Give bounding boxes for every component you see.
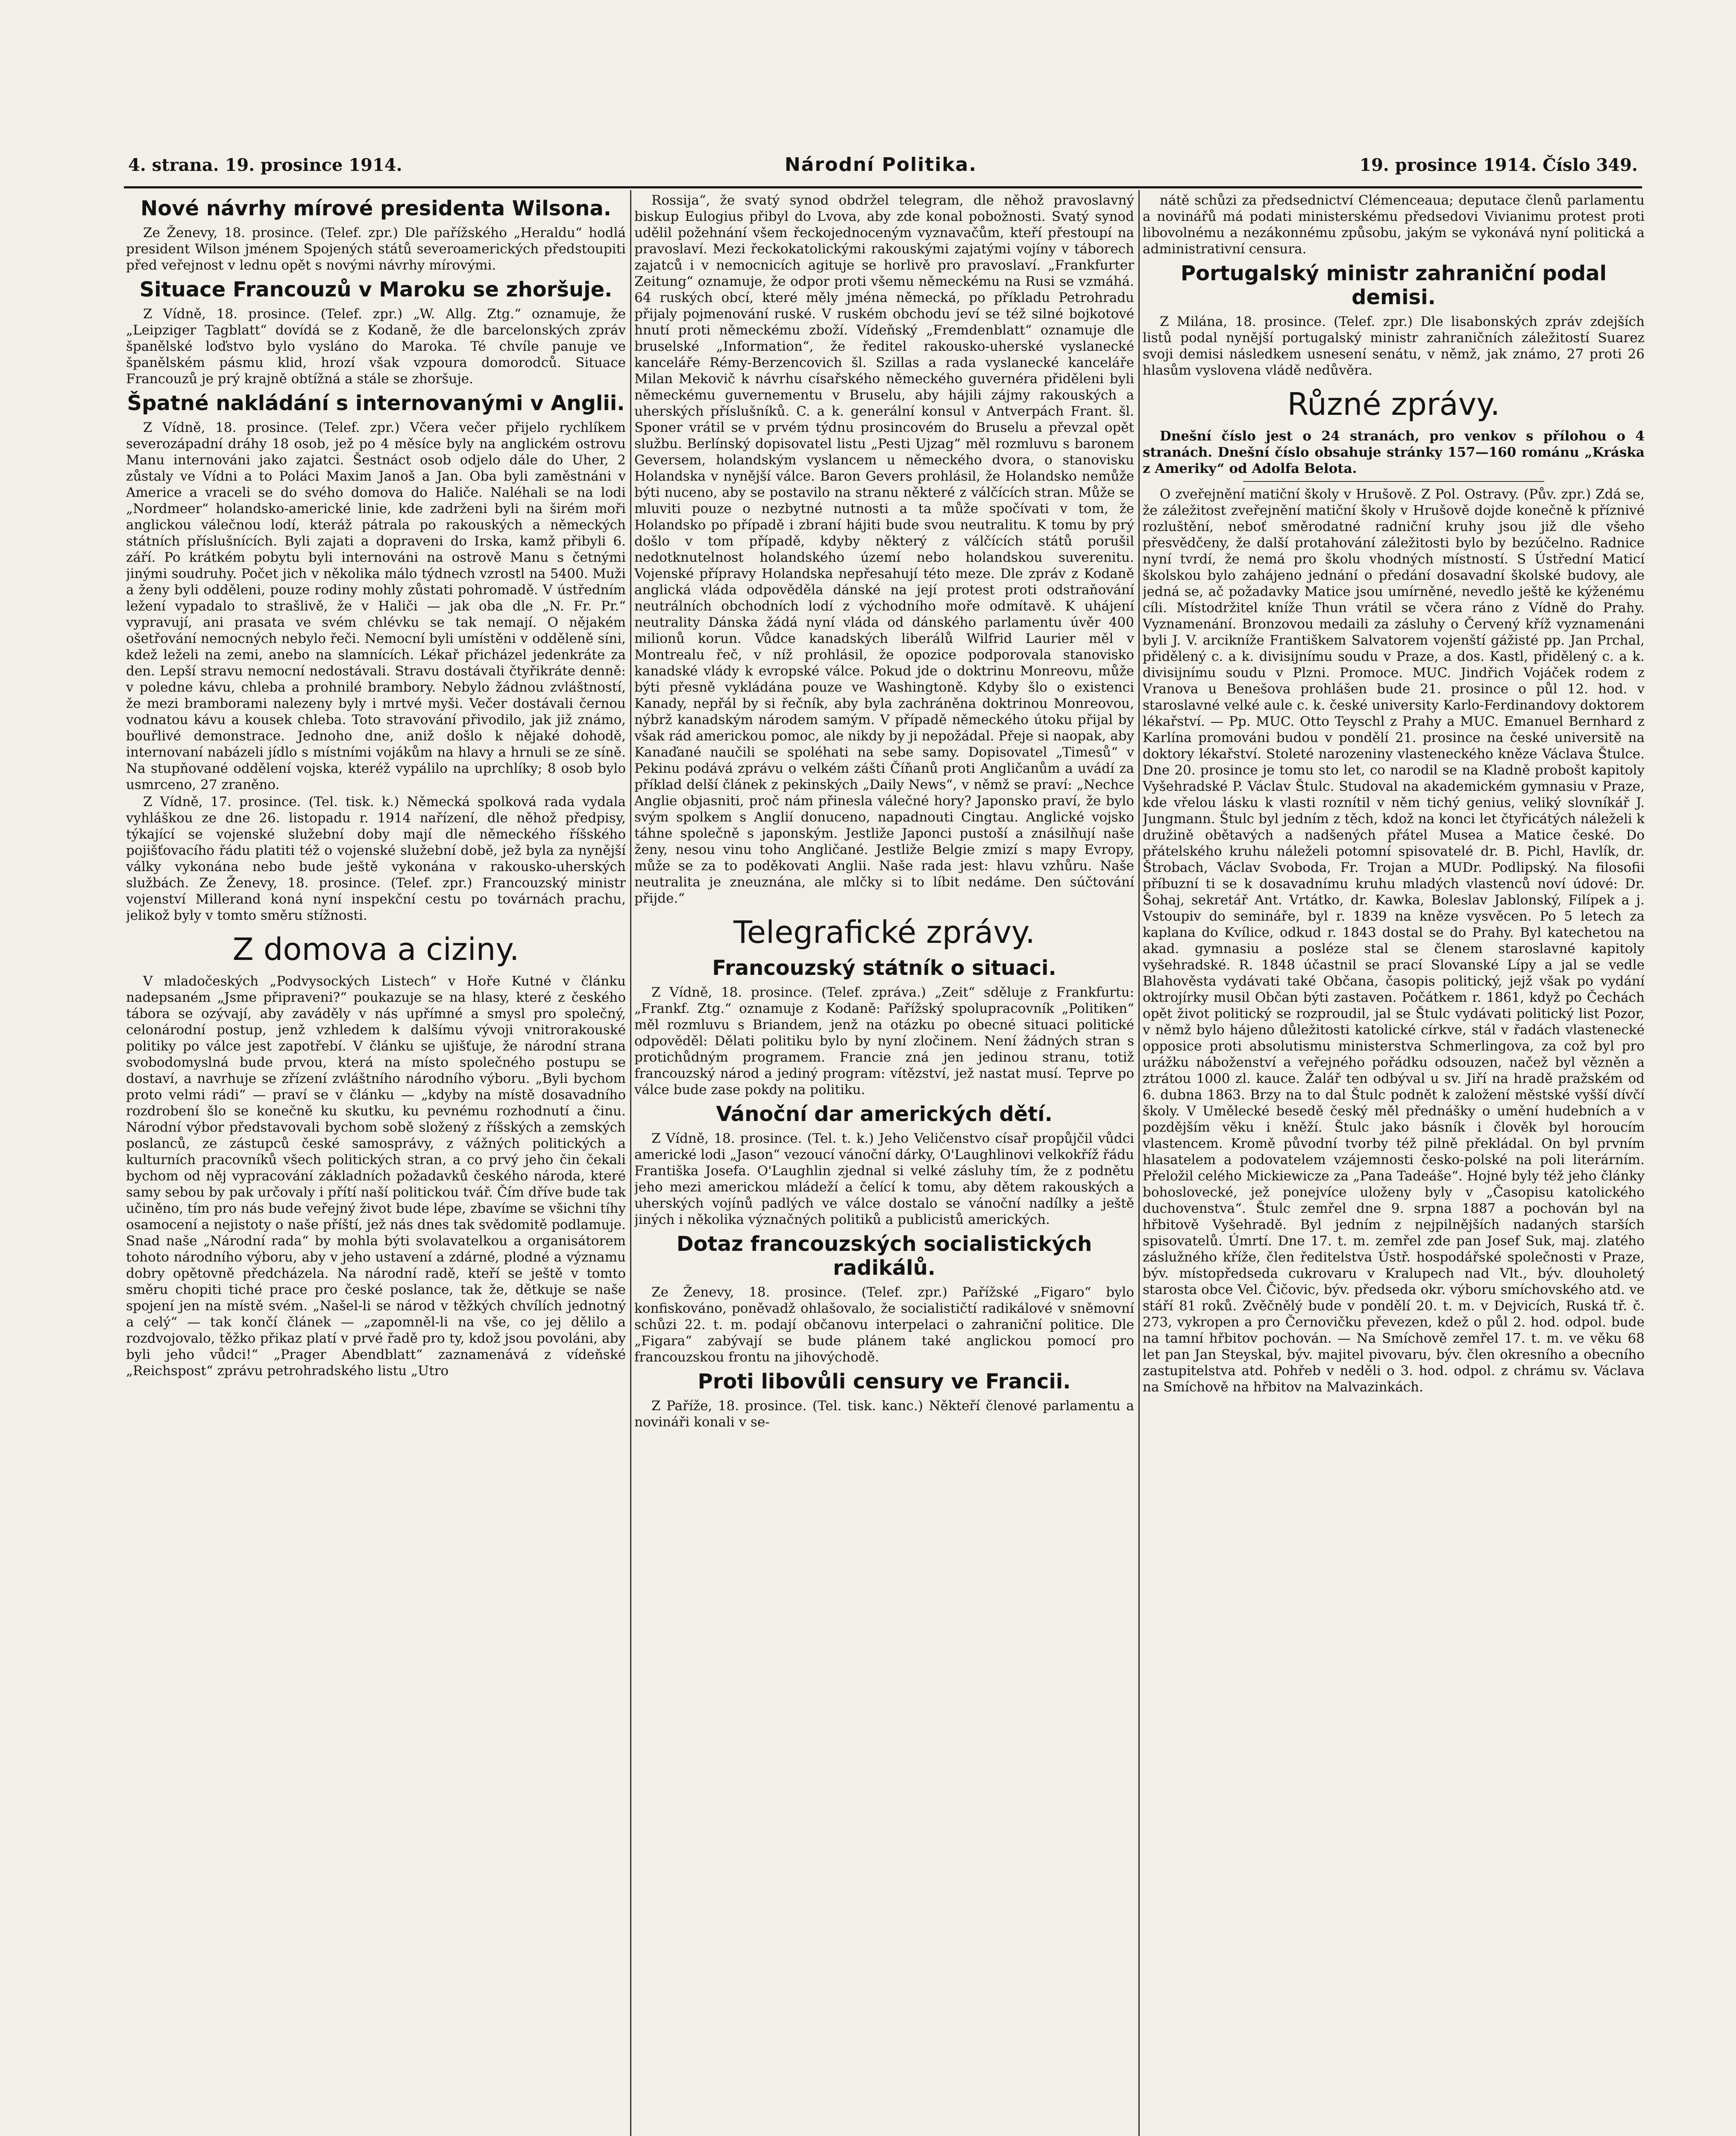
column-3 — [1143, 192, 1645, 2136]
article-title: Portugalský ministr zahraniční podal demisi. — [1180, 261, 1607, 309]
article-title: Situace Francouzů v Maroku se zhoršuje. — [139, 278, 613, 302]
article-maroko — [126, 278, 626, 387]
page-header — [128, 154, 1638, 184]
article-censura — [634, 1370, 1134, 1430]
article-rossija — [634, 192, 1134, 907]
article-dotaz — [634, 1232, 1134, 1365]
article-body: Z Vídně, 18. prosince. (Tel. t. k.) Jeho Veličenstvo císař propůjčil vůdci americké lodi „Jason“ vezoucí vánoční dárky, O'Laughlinovi velkokříž řádu Františka Josefa. O'Laughlin zjednal si velké zásluhy tím, že z podnětu jeho mezi americkou mládeží a čelící k tomu, aby dětem rakouských a uherských vojínů padlých ve válce dostalo se vánoční nadílky a ještě jiných i několika význačných politiků a publicistů amerických. — [634, 1131, 1134, 1227]
section-title: Z domova a ciziny. — [232, 931, 519, 967]
header-rule — [124, 186, 1642, 188]
article-body: O zveřejnění matiční školy v Hrušově. Z Pol. Ostravy. (Pův. zpr.) Zdá se, že záležitost zveřejnění matiční školy v Hrušově dojde konečně k příznivé rozluštění, neboť směrodatné radniční kruhy jsou již dle všeho přesvědčeny, že další protahování záležitosti bylo by bezúčelno. Radnice nyní tvrdí, že nemá pro školu vhodných místností. S Ústřední Maticí školskou bylo zahájeno jednání o předání dosavadní školské budovy, ale jedná se, ač požadavky Matice jsou umírněné, nevedlo ještě ke kýženému cíli. Místodržitel kníže Thun vrátil se včera ráno z Vídně do Prahy. Vyznamenání. Bronzovou medaili za zásluhy o Červený kříž vyznamenáni byli J. V. arcikníže Františkem Salvatorem vojenští gážisté pp. Jan Prchal, přidělený c. a k. divisijnímu soudu v Praze, a dos. Kastl, přidělený c. a k. divisijnímu soudu v Plzni. Promoce. MUC. Jindřich Vojáček rodem z Vranova u Benešova prohlášen bude 21. prosince o půl 12. hod. v staroslavné velké aule c. k. české university Karlo-Ferdinandovy doktorem lékařství. — Pp. MUC. Otto Teyschl z Prahy a MUC. Emanuel Bernhard z Karlína promováni budou v pondělí 21. prosince na české universitě na doktory lékařství. Stoleté narozeniny vlasteneckého kněze Václava Štulce. Dne 20. prosince je tomu sto let, co narodil se na Kladně probošt kapitoly Vyšehradské P. Václav Štulc. Studoval na akademickém gymnasiu v Praze, kde vřelou lásku k vlasti roznítil v něm tichý genius, veliký slovníkář J. Jungmann. Štulc byl jedním z těch, kdož na konci let čtyřicátých náleželi k družině obětavých a nadšených přátel Musea a Matice české. Do přátelského kruhu náleželi potomní spisovatelé dr. B. Pichl, Havlík, dr. Štrobach, Václav Svoboda, Fr. Trojan a MUDr. Podlipský. Na filosofii příbuzní ti se k dosavadnímu kruhu mladých vlastenců noví údové: Dr. Šohaj, sekretář Ant. Vrtátko, dr. Kawka, Boleslav Jablonský, Filípek a j. Vstoupiv do semináře, byl r. 1839 na kněze vysvěcen. Po 5 letech za kaplana do Kvílice, odkud r. 1843 dostal se do Prahy. Byl katechetou na akad. gymnasiu a posléze stal se členem staroslavné kapitoly vyšehradské. R. 1848 účastnil se prací Slovanské Lípy a jal se vedle Blahověsta vydávati také Občana, časopis politický, jejž však po vydání oktrojírky musil Občan býti zastaven. Počátkem r. 1861, když po Čechách opět život politický se rozproudil, jal se Štulc vydávati politický list Pozor, v němž bylo hájeno důležitosti katolické církve, stál v řadách vlastenecké opposice proti absolutismu ministerstva Schmerlingova, za což byl pro urážku náboženství a veřejného pořádku odsouzen, načež byl vězněn a ztrátou 1000 zl. kauce. Žalář ten odbýval u sv. Jiří na hradě pražském od 6. dubna 1863. Brzy na to dal Štulc podnět k založení městské vyšší dívčí školy. V Umělecké besedě český měl přednášky o umění hudebních a v pozdějším věku i kněží. Štulc jako básník i člověk byl horoucím vlastencem. Kromě původní tvorby též pilně překládal. On byl prvním hlasatelem a podovatelem vzájemnosti česko-polské na poli literárním. Přeložil celého Mickiewicze za „Pana Tadeáše“. Hojné byly též jeho články bohoslovecké, jež ponejvíce uloženy byly v „Časopisu katolického duchovenstva“. Štulc zemřel dne 9. srpna 1887 a pochován byl na hřbitově Vyšehradě. Byl jedním z nejpilnějších nadaných starších spisovatelů. Úmrtí. Dne 17. t. m. zemřel zde pan Josef Suk, maj. zlatého záslužného kříže, člen ředitelstva Ústř. hospodářské společnosti v Praze, býv. místopředseda cukrovaru v Kralupech nad Vlt., býv. dlouholetý starosta obce Vel. Čičovic, býv. předseda okr. výboru smíchovského atd. ve stáří 81 roků. Zvěčnělý bude v pondělí 20. t. m. v Dejvicích, Ruská tř. č. 273, vykropen a pro Černovičku převezen, kdež o půl 2. hod. odpol. bude na tamní hřbitov pochován. — Na Smíchově zemřel 17. t. m. ve věku 68 let pan Jan Steyskal, býv. majitel pivovaru, býv. člen okresního a obecního zastupitelstva atd. Pohřeb v neděli o 3. hod. odpol. z chrámu sv. Václava na Smíchově na hřbitov na Malvazinkách. — [1143, 487, 1645, 1395]
article-portugalsky — [1143, 261, 1645, 378]
article-body: Rossija“, že svatý synod obdržel telegram, dle něhož pravoslavný biskup Eulogius přibyl do Lvova, aby zde konal pobožnosti. Svatý synod udělil požehnání všem řeckojednoceným vyznavačům, kteří přestoupí na pravoslaví. Mezi řeckokatolickými rakouskými zajatými vojíny v táborech zajatců i v nemocnicích agituje se horlivě pro pravoslaví. „Frankfurter Zeitung“ oznamuje, že odpor proti všemu německému na Rusi se vzmáhá. 64 ruských obcí, které měly jména německá, po příkladu Petrohradu přijaly pojmenování ruské. V ruském obchodu jeví se též silné bojkotové hnutí proti německému zboží. Vídeňský „Fremdenblatt“ oznamuje dle bruselské „Information“, že ředitel rakousko-uherské vyslanecké kanceláře Rémy-Berzencovich šl. Szillas a rada vyslanecké kanceláře Milan Mekovič k návrhu císařského německého guvernéra přiděleni byli německému guvernementu v Bruselu, aby hájili zájmy rakouských a uherských příslušníků. C. a k. generální konsul v Antverpách Frant. šl. Sponer vrátil se v prvém týdnu prosincovém do Bruselu a převzal opět službu. Berlínský dopisovatel listu „Pesti Ujzag“ měl rozmluvu s baronem Geversem, holandským vyslancem u německého dvora, o stanovisku Holandska v nynější válce. Baron Gevers prohlásil, že Holandsko nemůže býti nuceno, aby se postavilo na stranu některé z válčících stran. Může se mluviti pouze o nezbytné nutnosti a ta může spočívati v tom, že Holandsko po případě i zbraní hájiti bude svou neutralitu. K tomu by prý došlo v tom případě, kdyby některý z válčících států porušil nedotknutelnost holandského území nebo holandskou suverenitu. Vojenské přípravy Holandska nepřesahují této meze. Dle zpráv z Kodaně anglická vláda odpověděla dánské na její protest proti odstraňování neutrálních obchodních lodí z východního moře odmítavě. K uhájení neutrality Dánska žádá nyní vláda od dánského parlamentu úvěr 400 milionů korun. Vůdce kanadských liberálů Wilfrid Laurier měl v Montrealu řeč, v níž prohlásil, že opozice podporovala stanovisko kanadské vlády k evropské válce. Pokud jde o doktrinu Monreovu, může býti přesně vykládána pouze ve Washingtoně. Kdyby šlo o existenci Kanady, nepřál by si řečník, aby byla zachráněna doktrinou Monreovou, nýbrž kanadským národem samým. V případě německého útoku přijal by však rád americkou pomoc, ale nikdy by ji nepožádal. Přeje si naopak, aby Kanaďané naučili se spoléhati na sebe samy. Dopisovatel „Timesů“ v Pekinu podává zprávu o velkém zášti Číňanů proti Angličanům a uvádí za příklad delší článek z pekinských „Daily News“, v němž se praví: „Nechce Anglie objasniti, proč nám přinesla válečné hory? Japonsko praví, že bylo svým spolkem s Anglií donuceno, napadnouti Cingtau. Anglické vojsko táhne společně s japonským. Jestliže Japonci pustoší a znásilňují naše ženy, nesou vinu toho Angličané. Jestliže Belgie zmizí s mapy Evropy, může se za to poděkovati Anglii. Naše rada jest: hlavu vzhůru. Naše neutralita je zneuznána, ale mlčky si to líbit nedáme. Den súčtování přijde.“ — [634, 193, 1134, 906]
article-clemenceau — [1143, 192, 1645, 257]
article-ruzne — [1143, 386, 1645, 1395]
article-body: V mladočeských „Podvysockých Listech“ v Hoře Kutné v článku nadepsaném „Jsme připraveni?“ poukazuje se na hlasy, které z českého tábora se ozývají, aby zaváděly v nás upřímné a smysl pro společný, celonárodní postup, jenž vzhledem k dalšímu vývoji vnitrorakouské politiky po válce jest zapotřebí. V článku se ujišťuje, že národní strana svobodomyslná bude prvou, která na místo společného postupu se dostaví, a navrhuje se zřízení zvláštního národního výboru. „Byli bychom proto velmi rádi“ — praví se v článku — „kdyby na místě dosavadního rozdrobení šlo se konečně ku skutku, ku pevnému rozhodnutí a činu. Národní výbor představovali bychom sobě složený z říšských a zemských poslanců, ze zástupců české samosprávy, z vážných politických a kulturních pracovníků všech politických stran, a co prvý jeho čin čekali bychom od něj vypracování základních požadavků českého národa, které samy sebou by pak určovaly i přítí naší politickou tvář. Čím dříve bude tak učiněno, tím pro nás bude veřejný život bude lépe, zbavíme se všichni tíhy osamocení a nejistoty o naše příští, jež nás dnes tak svědomitě podlamuje. Snad naše „Národní rada“ by mohla býti svolavatelkou a organisátorem tohoto národního výboru, aby v jeho ustavení a zdárné, plodné a významu dobry opětovně předcházela. Na národní radě, kteří se ještě v tomto směru chopiti tiché prace pro české poslance, tak že, dětkuje se naše spojení jen na místě svém. „Našel-li se národ v těžkých chvílích jednotný a celý“ — tak končí článek — „zapomněl-li na vše, co jej dělilo a rozdvojovalo, těžko přikaz platí v prvé řadě pro ty, kdož jsou povoláni, aby byli jeho vůdci!“ „Prager Abendblatt“ zaznamenává z vídeňské „Reichspost“ zprávu petrohradského listu „Utro — [126, 974, 626, 1379]
article-title: Francouzský státník o situaci. — [712, 956, 1056, 980]
article-body: Z Paříže, 18. prosince. (Tel. tisk. kanc.) Někteří členové parlamentu a novináři konali v se- — [634, 1398, 1134, 1430]
column-2 — [634, 192, 1134, 2136]
article-z-domova — [126, 931, 626, 1379]
article-body: Ze Ženevy, 18. prosince. (Telef. zpr.) Pařížské „Figaro“ bylo konfiskováno, poněvadž ohlašovalo, že socialističtí radikálové v sněmovní schůzi 22. t. m. podají občanovu interpelaci o zahraniční politice. Dle „Figara“ zabývají se bude plánem také anglickou pomocí pro francouzskou frontu na jihovýchodě. — [634, 1285, 1134, 1365]
article-spolkova-rada — [126, 794, 626, 924]
article-title: Dotaz francouzských socialistických radikálů. — [676, 1232, 1092, 1280]
article-internovani — [126, 391, 626, 793]
section-title: Různé zprávy. — [1287, 386, 1500, 422]
article-telegraficke — [634, 914, 1134, 1098]
section-title: Telegrafické zprávy. — [733, 914, 1035, 950]
header-left: 4. strana. 19. prosince 1914. — [128, 155, 402, 175]
header-right: 19. prosince 1914. Číslo 349. — [1359, 155, 1638, 175]
article-title: Proti libovůli censury ve Francii. — [698, 1370, 1071, 1394]
article-vanocni-dar — [634, 1102, 1134, 1228]
article-title: Špatné nakládání s internovanými v Anglii. — [127, 391, 625, 415]
article-body: Ze Ženevy, 18. prosince. (Telef. zpr.) Dle pařížského „Heraldu“ hodlá president Wilson jménem Spojených států severoamerických předstoupiti před veřejnost v lednu opět s novými návrhy mírovými. — [126, 225, 626, 273]
article-body: Z Vídně, 18. prosince. (Telef. zpráva.) „Zeit“ sděluje z Frankfurtu: „Frankf. Ztg.“ oznamuje z Kodaně: Pařížský spolupracovník „Politiken“ měl rozmluvu s Briandem, jenž na otázku po obecné situaci politické odpověděl: Dělati politiku bylo by nyní zločinem. Není žádných stran s protichůdným programem. Francie zná jen jedinou stranu, totiž francouzský národ a jediný program: vítězství, jež nastat musí. Teprve po válce bude zase pokdy na politiku. — [634, 985, 1134, 1097]
article-wilson — [126, 197, 626, 273]
article-body: Z Vídně, 18. prosince. (Telef. zpr.) „W. Allg. Ztg.“ oznamuje, že „Leipziger Tagblatt“ dovídá se z Kodaně, že dle barcelonských zpráv španělské loďstvo bylo vysláno do Maroka. Té chvíle panuje ve španělském pásmu klid, hrozí však vzpoura domorodců. Situace Francouzů je prý krajně obtížná a stále se zhoršuje. — [126, 306, 626, 387]
article-body: Z Milána, 18. prosince. (Telef. zpr.) Dle lisabonských zpráv zdejších listů podal nynější portugalský ministr zahraničních záležitostí Suarez svoji demisi následkem usnesení senátu, v němž, jak známo, 27 proti 26 hlasům vyslovena vládě nedůvěra. — [1143, 314, 1645, 378]
masthead: Národní Politika. — [784, 154, 977, 176]
article-body: nátě schůzi za předsednictví Clémenceaua; deputace členů parlamentu a novinářů má podati ministerskému předsedovi Vivianimu protest proti libovolnému a nezákonnému způsobu, jakým se vykonává nyní politická a administrativní censura. — [1143, 193, 1645, 257]
column-1 — [126, 192, 626, 2136]
article-body: Z Vídně, 18. prosince. (Telef. zpr.) Včera večer přijelo rychlíkem severozápadní dráhy 18 osob, jež po 4 měsíce byly na anglickém ostrovu Manu internováni jako zajatci. Šestnáct osob odjelo dále do Uher, 2 zůstaly ve Vídni a to Poláci Maxim Janoš a Jan. Oba byli zaměstnáni v Americe a vraceli se do svého domova do Haliče. Naléhali se na lodi „Nordmeer“ holandsko-americké linie, kde zadrženi byli na širém moři anglickou válečnou lodí, kteráž pátrala po rakouských a německých státních příslušnících. Byli zajati a dopraveni do Irska, kamž přibyli 6. září. Po krátkém pobytu byli internováni na ostrově Manu s četnými jinými soudruhy. Počet jich v několika málo týdnech vzrostl na 5400. Muži a ženy byli odděleni, pouze rodiny mohly zůstati pohromadě. V ústředním ležení vypadalo to strašlivě, že v Haliči — jak oba dle „N. Fr. Pr.“ vypravují, ani prasata ve svém chlévku se tak nemají. O nějakém ošetřování nemocných nebylo řeči. Nemocní byli umístěni v odděleně síni, kdež leželi na zemi, anebo na slamnících. Lékař přicházel jedenkráte za den. Lepší stravu nemocní nedostávali. Stravu dostávali čtyřikráte denně: v poledne kávu, chleba a prohnilé brambory. Nebylo žádnou zvláštností, že mezi bramborami nalezeny byly i mrtvé myši. Večer dostávali černou vodnatou kávu a kousek chleba. Toto stravování přivodilo, jak již známo, bouřlivé demonstrace. Jednoho dne, aniž došlo k nějaké dohodě, internovaní nabázeli jídlo s místními vojákům na hlavy a hrnuli se ze síně. Na stupňované oddělení vojska, kteréž vypálilo na uprchlíky; 8 osob bylo usmrceno, 27 zraněno. — [126, 420, 626, 792]
article-body: Z Vídně, 17. prosince. (Tel. tisk. k.) Německá spolková rada vydala vyhláškou ze dne 26. listopadu r. 1914 nařízení, dle něhož předpisy, týkající se vojenské služební doby mají dle německého říšského pojišťovacího řádu platiti též o vojenské služební době, jež byla za nynější války vykonána nebo bude ještě vykonána v rakousko-uherských službách. Ze Ženevy, 18. prosince. (Telef. zpr.) Francouzský ministr vojenství Millerand koná nyní inspekční cestu po továrnách prachu, jelikož byly v tomto směru stížnosti. — [126, 794, 626, 923]
column-separator — [630, 190, 631, 2136]
article-lead: Dnešní číslo jest o 24 stranách, pro venkov s přílohou o 4 stranách. Dnešní číslo obsahuje stránky 157—160 románu „Kráska z Ameriky“ od Adolfa Belota. — [1143, 428, 1645, 476]
divider — [1243, 481, 1544, 482]
article-title: Nové návrhy mírové presidenta Wilsona. — [140, 197, 611, 220]
column-separator — [1138, 190, 1140, 2136]
article-title: Vánoční dar amerických dětí. — [716, 1102, 1053, 1126]
